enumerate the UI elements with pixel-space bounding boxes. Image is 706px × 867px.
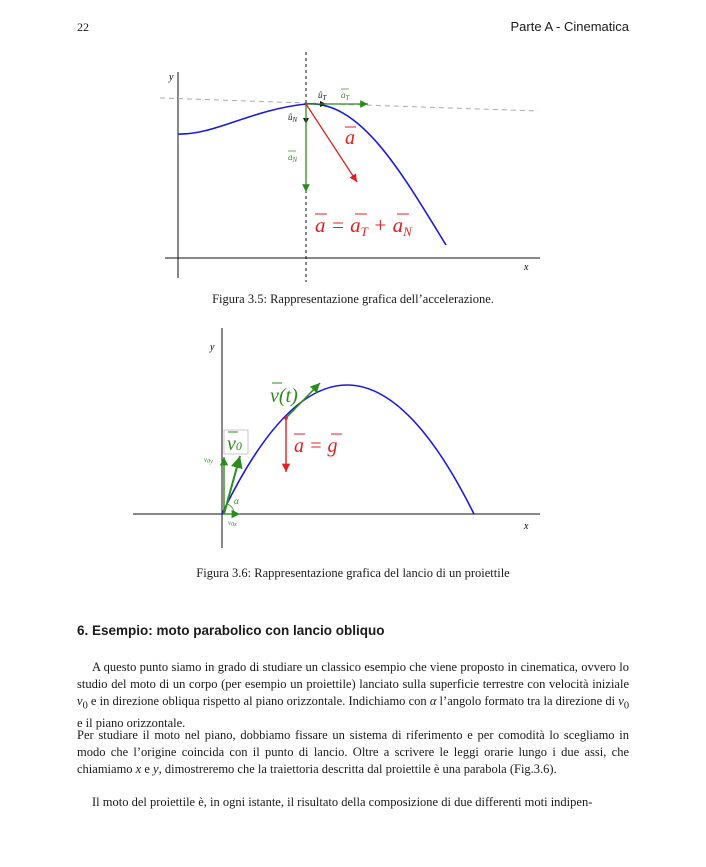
velocity-t-label: v(t)	[270, 385, 298, 407]
initial-velocity-label: v0	[227, 433, 242, 455]
acceleration-label: a	[345, 127, 355, 149]
gravity-label: a = g	[294, 435, 338, 457]
normal-acceleration-label: $a_N$	[288, 152, 298, 164]
launch-angle-arc	[227, 504, 234, 514]
unit-normal-label: $û_N$	[288, 112, 298, 124]
initial-velocity-y-label: v0y	[204, 456, 213, 465]
unit-tangent-label: $û_T$	[318, 90, 327, 102]
running-head: Parte A - Cinematica	[510, 19, 629, 34]
tangential-acceleration-label: $a_T$	[341, 90, 350, 102]
paragraph-1: A questo punto siamo in grado di studiare un classico esempio che viene proposto in cinematica, ovvero lo studio del moto di un corpo (per esempio un proiettile) lanciato sulla superficie terrestre con velocità iniziale $v_0$ e in direzione obliqua rispetto al piano orizzontale. Indichiamo con α l’angolo formato tra la direzione di $v_0$ e il piano orizzontale.	[77, 660, 630, 730]
paragraph-2: Per studiare il moto nel piano, dobbiamo fissare un sistema di riferimento e per comodità lo scegliamo in modo che l’origine coincida con il punto di lancio. Oltre a scrivere le leggi orarie lungo i due assi, che chiamiamo x e y, dimostreremo che la traiettoria descritta dal proiettile è una parabola (Fig.3.6).	[77, 728, 629, 776]
figure-caption-3-5: Figura 3.5: Rappresentazione grafica dell’accelerazione.	[212, 292, 494, 306]
y-axis-label: y	[210, 342, 215, 353]
figure-acceleration	[0, 0, 706, 290]
figure-caption-3-6: Figura 3.6: Rappresentazione grafica del lancio di un proiettile	[196, 566, 510, 580]
paragraph-3: Il moto del proiettile è, in ogni istante, il risultato della composizione di due differenti moti indipen-	[92, 795, 593, 809]
projectile-trajectory	[222, 385, 474, 514]
x-axis-label: x	[524, 262, 529, 273]
launch-angle-label: α	[234, 496, 239, 506]
initial-velocity-x-label: v0x	[228, 519, 237, 528]
y-axis-label: y	[169, 72, 174, 83]
x-axis-label: x	[524, 521, 529, 532]
figure-projectile	[0, 320, 706, 560]
section-heading: 6. Esempio: moto parabolico con lancio obliquo	[77, 623, 385, 638]
acceleration-equation: a = aT + aN	[315, 213, 412, 239]
page-number: 22	[77, 20, 89, 34]
